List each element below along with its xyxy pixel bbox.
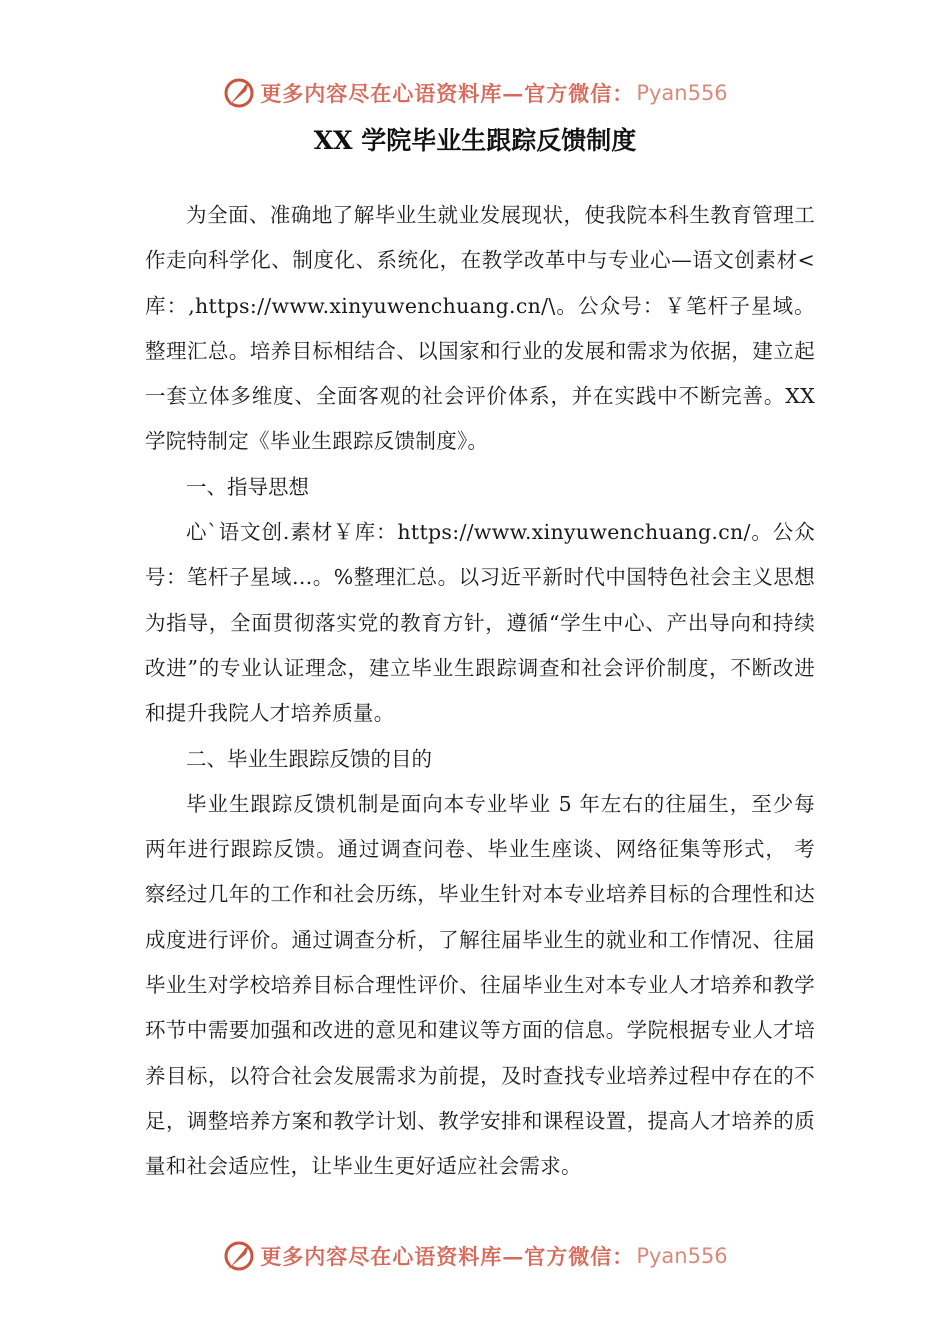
banner-text: 更多内容尽在心语资料库—官方微信： [260, 1244, 635, 1269]
quill-pen-logo-icon [222, 76, 256, 110]
banner-wechat-id: Pyan556 [636, 1244, 728, 1268]
document-body [145, 193, 815, 1190]
section-heading-purpose: 二、毕业生跟踪反馈的目的 [186, 746, 432, 771]
quill-pen-logo-icon [222, 1239, 256, 1273]
banner-wechat-id: Pyan556 [636, 81, 728, 105]
banner-text: 更多内容尽在心语资料库—官方微信： [260, 81, 635, 106]
page-title: XX 学院毕业生跟踪反馈制度 [313, 126, 637, 155]
guiding-ideology-paragraph: 心`语文创.素材￥库：https://www.xinyuwenchuang.cn/。公众号：笔杆子星域…。%整理汇总。以习近平新时代中国特色社会主义思想为指导，全面贯彻落实党的教育方针，遵循“学生中心、产出导向和持续改进”的专业认证理念，建立毕业生跟踪调查和社会评价制度，不断改进和提升我院人才培养质量。 [145, 520, 815, 726]
purpose-paragraph: 毕业生跟踪反馈机制是面向本专业毕业 5 年左右的往届生，至少每两年进行跟踪反馈。通过调查问卷、毕业生座谈、网络征集等形式， 考察经过几年的工作和社会历练，毕业生针对本专业培养目标的合理性和达成度进行评价。通过调查分析，了解往届毕业生的就业和工作情况、往届毕业生对学校培养目标合理性评价、往届毕业生对本专业人才培养和教学环节中需要加强和改进的意见和建议等方面的信息。学院根据专业人才培养目标，以符合社会发展需求为前提，及时查找专业培养过程中存在的不足，调整培养方案和教学计划、教学安排和课程设置，提高人才培养的质量和社会适应性，让毕业生更好适应社会需求。 [145, 791, 815, 1179]
header-banner [0, 73, 950, 113]
section-heading-guiding-ideology: 一、指导思想 [186, 474, 309, 499]
intro-paragraph: 为全面、准确地了解毕业生就业发展现状，使我院本科生教育管理工作走向科学化、制度化、系统化，在教学改革中与专业心—语文创素材<库：,https://www.xinyuwenchuang.cn/\。公众号：￥笔杆子星域。整理汇总。培养目标相结合、以国家和行业的发展和需求为依据，建立起一套立体多维度、全面客观的社会评价体系，并在实践中不断完善。XX 学院特制定《毕业生跟踪反馈制度》。 [145, 203, 815, 454]
footer-banner [0, 1236, 950, 1276]
